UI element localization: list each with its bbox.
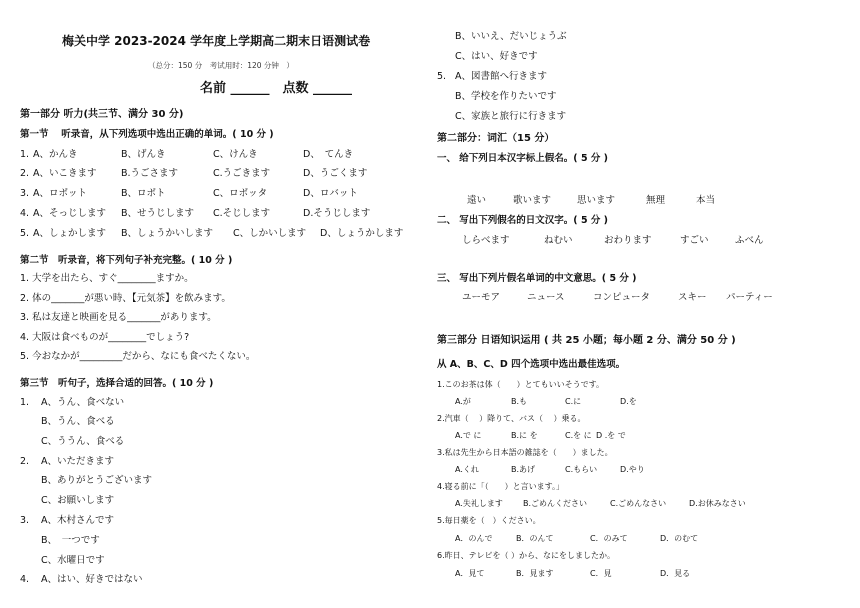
list-item: 3.私は先生から日本語の雑誌を（ ）ました。 [437,448,613,457]
list-item: B、いいえ、だいじょうぶ [455,31,567,42]
exam-subtitle: （总分：150 分 考试用时：120 分钟 ） [148,61,294,70]
list-item: C、水曜日です [41,555,105,566]
name-score-line: 名前 ______ 点数 ______ [200,81,353,96]
list-item: 1. 大学を出たら、すぐ________ますか。 [20,273,194,284]
list-item: ニュース [527,292,565,303]
list-item: ふべん [735,235,764,246]
part1-sec1-title: 第一节 听录音，从下列选项中选出正确的单词。( 10 分 ) [20,129,274,140]
list-item: A、うん、食べない [41,397,125,408]
list-item: スキー [678,292,707,303]
part2-q3-title: 三、 写出下列片假名单词的中文意思。( 5 分 ) [437,273,637,284]
list-item: B、学校を作りたいです [455,91,557,102]
list-item: A、図書館へ行きます [455,71,547,82]
list-item: 6.昨日、テレビを（ ）から、なにをしましたか。 [437,551,616,560]
list-item: おわります [604,235,652,246]
list-item: コンピュータ [593,292,651,303]
list-item: 2. 体の_______が悪い時、【元気茶】を飲みます。 [20,293,231,304]
list-item: 思います [577,195,616,206]
list-item: B、 一つです [41,535,100,546]
list-item: B、ありがとうございます [41,475,153,486]
part2-title: 第二部分：词汇（15 分） [437,133,555,144]
list-item: 5. 今おなかが_________だから、なにも食べたくない。 [20,351,256,362]
exam-title: 梅关中学 2023-2024 学年度上学期高二期末日语测试卷 [62,34,371,48]
list-item: C、お願いします [41,495,115,506]
list-item: A、はい、好きではない [41,574,143,585]
list-item: ユーモア [462,292,501,303]
list-item: すごい [680,235,709,246]
list-item: 歌います [513,195,552,206]
exam-page: 梅关中学 2023-2024 学年度上学期高二期末日语测试卷 （总分：150 分 考试用时：120 分钟 ） 名前 ______ 点数 ______ 第一部分 听力(共三节、满分 30 分) 第一节 听录音，从下列选项中选出正确的单词。( 10 分 ) 1. A、かんき B、げんき C、けんき D、 てんき 2. A、いこきます B.うごさます C.うごきます D、うごくます 3. A、ロボット B、ロボト C、ロボッタ D、ロバット 4. A、そっじします B、せうじします C.そじします D.そうじします 5. A、しょかします B、しょうかいします C、しかいします D、しょうかします 第二节 听录音，将下列句子补充完整。( 10 分 ) 1. 大学を出たら、すぐ________ますか。 2. 体の_______が悪い時、【元気茶】を飲みます。 3. 私は友達と映画を見る_______があります。 4. 大阪は食べものが________でしょう? 5. 今おなかが_________だから、なにも食べたくない。 第三节 听句子，选择合适的回答。( 10 分 ) 1. A、うん、食べない B、うん、食べる C、ううん、食べる 2. A、いただきます B、ありがとうございます C、お願いします 3. A、木村さんです B、 一つです C、水曜日です 4. A、はい、好きではない B、いいえ、だいじょうぶ C、はい、好きです 5. A、図書館へ行きます B、学校を作りたいです C、家族と旅行に行きます 第二部分：词汇（15 分） 一、 给下列日本汉字标上假名。( 5 分 ) 遠い 歌います 思います 無理 本当 二、 写出下列假名的日文汉字。( 5 分 ) しらべます ねむい おわります すごい ふべん 三、 写出下列片假名单词的中文意思。( 5 分 ) ユーモア ニュース コンピュータ スキー パーティー 第三部分 日语知识运用 ( 共 25 小题；每小题 2 分、满分 50 分 ) 从 A、B、C、D 四个选项中选出最佳选项。 1.このお茶は体（ ）とてもいいそうです。 A.が B.も C.に D.を 2.汽車（ ）降りて、バス（ ）乗る。 A.で に B.に を C.を に D .を で 3.私は先生から日本語の雑誌を（ ）ました。 A.くれ B.あげ C.もらい D.やり 4.寝る前に「（ ）と言います。」 A.失礼します B.ごめんください C.ごめんなさい D.お休みなさい 5.毎日薬を（ ）ください。 A．のんで B．のんて C．のみて D．のむて 6.昨日、テレビを（ ）から、なにをしましたか。 A．見て B．見ます C．見 D．見る [20,31,773,585]
list-item: 遠い [467,195,487,206]
part2-q1-title: 一、 给下列日本汉字标上假名。( 5 分 ) [437,153,609,164]
list-item: 4. 大阪は食べものが________でしょう? [20,332,190,343]
list-item: A、木村さんです [41,515,114,526]
list-item: 1.このお茶は体（ ）とてもいいそうです。 [437,380,604,389]
list-item: 4.寝る前に「（ ）と言います。」 [437,482,564,491]
list-item: パーティー [726,292,773,303]
list-item: A、いただきます [41,456,114,467]
list-item: しらべます [462,235,510,246]
list-item: C、はい、好きです [455,51,538,62]
list-item: 無理 [646,195,666,206]
list-item: 3. 私は友達と映画を見る_______があります。 [20,312,217,323]
list-item: B、うん、食べる [41,416,115,427]
list-item: C、家族と旅行に行きます [455,111,567,122]
list-item: C、ううん、食べる [41,436,125,447]
list-item: 2.汽車（ ）降りて、バス（ ）乗る。 [437,414,586,423]
part1-title: 第一部分 听力(共三节、满分 30 分) [20,109,184,120]
part3-title: 第三部分 日语知识运用 ( 共 25 小题；每小题 2 分、满分 50 分 ) [437,335,736,346]
part3-instruction: 从 A、B、C、D 四个选项中选出最佳选项。 [437,359,626,370]
list-item: 本当 [696,195,716,206]
list-item: 5.毎日薬を（ ）ください。 [437,516,541,525]
part2-q2-title: 二、 写出下列假名的日文汉字。( 5 分 ) [437,215,609,226]
part1-sec2-title: 第二节 听录音，将下列句子补充完整。( 10 分 ) [20,255,233,266]
list-item: ねむい [544,235,573,246]
part1-sec3-title: 第三节 听句子，选择合适的回答。( 10 分 ) [20,378,214,389]
